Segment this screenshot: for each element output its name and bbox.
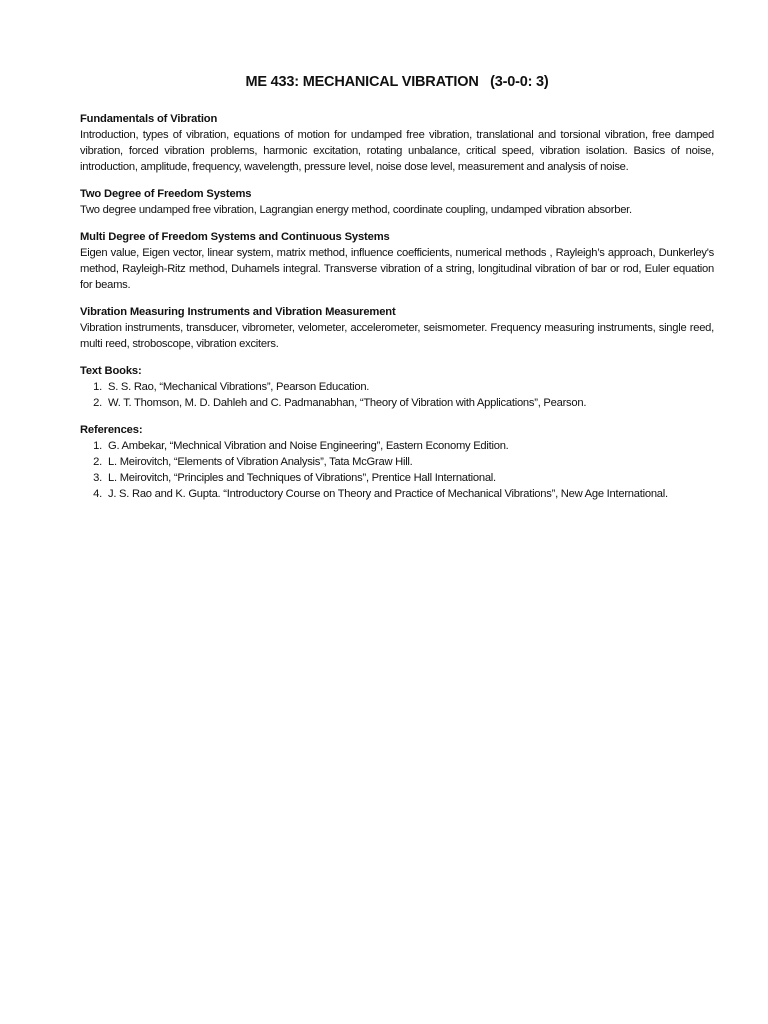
list-item	[80, 438, 714, 454]
section-body: Introduction, types of vibration, equations of motion for undamped free vibration, translational and torsional vibration, free damped vibration, forced vibration problems, harmonic excitation, rotating unbalance, critical speed, vibration isolation. Basics of noise, introduction, amplitude, frequency, wavelength, pressure level, noise dose level, measurement and analysis of noise.	[80, 129, 714, 173]
list-item	[80, 379, 714, 395]
list-item	[80, 454, 714, 470]
list-item	[80, 395, 714, 411]
section-heading: Two Degree of Freedom Systems	[80, 188, 252, 200]
page-title: ME 433: MECHANICAL VIBRATION (3-0-0: 3)	[245, 74, 549, 90]
section-two-dof	[80, 187, 714, 218]
text-books-list	[80, 379, 714, 411]
list-item	[80, 470, 714, 486]
text-books-heading: Text Books:	[80, 365, 142, 377]
references-heading: References:	[80, 424, 143, 436]
list-item-number: 2.	[93, 397, 102, 409]
list-item-number: 1.	[93, 381, 102, 393]
document-page	[80, 74, 714, 514]
section-body: Vibration instruments, transducer, vibrometer, velometer, accelerometer, seismometer. Frequency measuring instruments, single reed, multi reed, stroboscope, vibration exciters.	[80, 322, 714, 350]
list-item	[80, 486, 714, 502]
text-books-section	[80, 364, 714, 411]
list-item-number: 3.	[93, 472, 102, 484]
references-section	[80, 423, 714, 502]
section-fundamentals	[80, 112, 714, 175]
list-item-text: L. Meirovitch, “Elements of Vibration Analysis”, Tata McGraw Hill.	[108, 456, 413, 468]
section-measuring-instruments	[80, 305, 714, 352]
list-item-number: 2.	[93, 456, 102, 468]
section-body: Eigen value, Eigen vector, linear system, matrix method, influence coefficients, numerical methods , Rayleigh’s approach, Dunkerley's method, Rayleigh-Ritz method, Duhamels integral. Transverse vibration of a string, longitudinal vibration of bar or rod, Euler equation for beams.	[80, 247, 714, 291]
section-body: Two degree undamped free vibration, Lagrangian energy method, coordinate coupling, undamped vibration absorber.	[80, 204, 632, 216]
list-item-text: G. Ambekar, “Mechnical Vibration and Noise Engineering”, Eastern Economy Edition.	[108, 440, 509, 452]
section-heading: Multi Degree of Freedom Systems and Continuous Systems	[80, 231, 390, 243]
list-item-number: 1.	[93, 440, 102, 452]
references-list	[80, 438, 714, 502]
list-item-text: S. S. Rao, “Mechanical Vibrations”, Pearson Education.	[108, 381, 370, 393]
list-item-text: L. Meirovitch, “Principles and Techniques of Vibrations”, Prentice Hall International.	[108, 472, 496, 484]
list-item-text: J. S. Rao and K. Gupta. “Introductory Course on Theory and Practice of Mechanical Vibrations”, New Age International.	[108, 488, 668, 500]
list-item-text: W. T. Thomson, M. D. Dahleh and C. Padmanabhan, “Theory of Vibration with Applications”, Pearson.	[108, 397, 587, 409]
list-item-number: 4.	[93, 488, 102, 500]
section-heading: Fundamentals of Vibration	[80, 113, 218, 125]
section-heading: Vibration Measuring Instruments and Vibration Measurement	[80, 306, 396, 318]
section-multi-dof	[80, 230, 714, 293]
